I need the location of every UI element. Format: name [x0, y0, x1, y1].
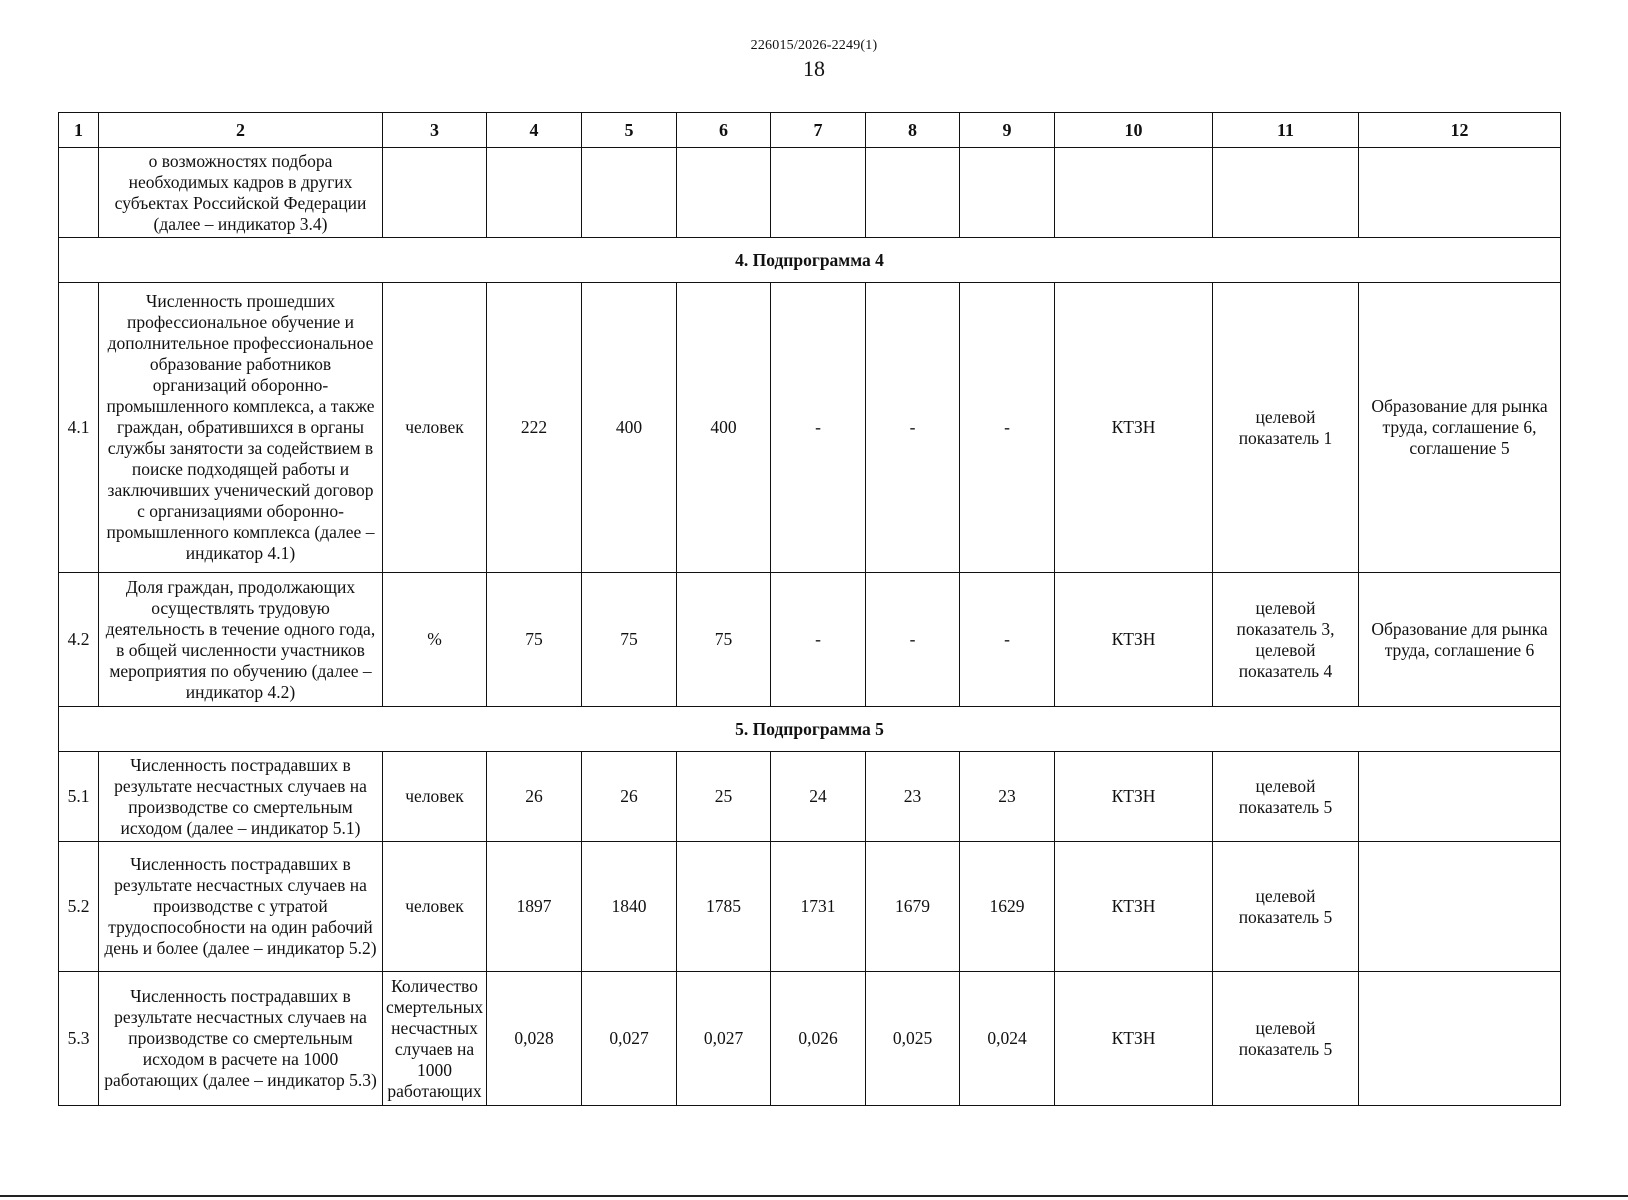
- value-cell: [771, 148, 866, 238]
- table-row: [59, 752, 1561, 842]
- value-cell: 400: [677, 283, 771, 573]
- value-cell: 23: [960, 752, 1055, 842]
- table-row: [59, 842, 1561, 972]
- project-cell: [1359, 752, 1561, 842]
- unit-cell: человек: [383, 842, 487, 972]
- value-cell: 1785: [677, 842, 771, 972]
- table-row: [59, 148, 1561, 238]
- target-indicator-cell: целевой показатель 5: [1213, 842, 1359, 972]
- indicator-name: Численность пострадавших в результате несчастных случаев на производстве со смертельным исходом в расчете на 1000 работающих (далее – индикатор 5.3): [99, 972, 383, 1106]
- value-cell: 1731: [771, 842, 866, 972]
- target-indicator-cell: целевой показатель 3, целевой показатель 4: [1213, 573, 1359, 707]
- value-cell: 1897: [487, 842, 582, 972]
- responsible-cell: КТЗН: [1055, 842, 1213, 972]
- value-cell: 400: [582, 283, 677, 573]
- value-cell: 222: [487, 283, 582, 573]
- value-cell: 0,025: [866, 972, 960, 1106]
- target-indicator-cell: целевой показатель 5: [1213, 752, 1359, 842]
- unit-cell: %: [383, 573, 487, 707]
- value-cell: -: [866, 283, 960, 573]
- responsible-cell: [1055, 148, 1213, 238]
- header-row: [59, 113, 1561, 148]
- row-number: [59, 148, 99, 238]
- table-row: [59, 573, 1561, 707]
- value-cell: 23: [866, 752, 960, 842]
- value-cell: 0,027: [582, 972, 677, 1106]
- indicator-name: Доля граждан, продолжающих осуществлять трудовую деятельность в течение одного года, в общей численности участников мероприятия по обучению (далее – индикатор 4.2): [99, 573, 383, 707]
- indicator-name: Численность пострадавших в результате несчастных случаев на производстве со смертельным исходом (далее – индикатор 5.1): [99, 752, 383, 842]
- section-row: [59, 707, 1561, 752]
- value-cell: [677, 148, 771, 238]
- responsible-cell: КТЗН: [1055, 573, 1213, 707]
- value-cell: -: [771, 573, 866, 707]
- value-cell: 1679: [866, 842, 960, 972]
- project-cell: Образование для рынка труда, соглашение 6: [1359, 573, 1561, 707]
- column-header: 11: [1213, 113, 1359, 148]
- value-cell: -: [960, 283, 1055, 573]
- value-cell: 26: [487, 752, 582, 842]
- target-indicator-cell: целевой показатель 5: [1213, 972, 1359, 1106]
- unit-cell: человек: [383, 283, 487, 573]
- indicators-table-wrapper: [58, 112, 1560, 1106]
- indicator-name: Численность пострадавших в результате несчастных случаев на производстве с утратой трудоспособности на один рабочий день и более (далее – индикатор 5.2): [99, 842, 383, 972]
- value-cell: 0,027: [677, 972, 771, 1106]
- column-header: 2: [99, 113, 383, 148]
- responsible-cell: КТЗН: [1055, 972, 1213, 1106]
- column-header: 3: [383, 113, 487, 148]
- section-row: [59, 238, 1561, 283]
- column-header: 4: [487, 113, 582, 148]
- value-cell: 0,028: [487, 972, 582, 1106]
- value-cell: 75: [487, 573, 582, 707]
- value-cell: [866, 148, 960, 238]
- indicator-name: Численность прошедших профессиональное обучение и дополнительное профессиональное образование работников организаций оборонно-промышленного комплекса, а также граждан, обратившихся в органы службы занятости за содействием в поиске подходящей работы и заключивших ученический договор с организациями оборонно-промышленного комплекса (далее – индикатор 4.1): [99, 283, 383, 573]
- value-cell: 24: [771, 752, 866, 842]
- target-indicator-cell: целевой показатель 1: [1213, 283, 1359, 573]
- section-title: 5. Подпрограмма 5: [59, 707, 1561, 752]
- target-indicator-cell: [1213, 148, 1359, 238]
- page-bottom-rule: [0, 1195, 1628, 1197]
- row-number: 5.3: [59, 972, 99, 1106]
- responsible-cell: КТЗН: [1055, 283, 1213, 573]
- project-cell: [1359, 842, 1561, 972]
- project-cell: [1359, 972, 1561, 1106]
- row-number: 5.1: [59, 752, 99, 842]
- row-number: 4.2: [59, 573, 99, 707]
- row-number: 5.2: [59, 842, 99, 972]
- indicators-table: [58, 112, 1561, 1106]
- responsible-cell: КТЗН: [1055, 752, 1213, 842]
- value-cell: 75: [582, 573, 677, 707]
- value-cell: -: [960, 573, 1055, 707]
- value-cell: [960, 148, 1055, 238]
- value-cell: 26: [582, 752, 677, 842]
- value-cell: [487, 148, 582, 238]
- project-cell: [1359, 148, 1561, 238]
- column-header: 12: [1359, 113, 1561, 148]
- column-header: 6: [677, 113, 771, 148]
- value-cell: 75: [677, 573, 771, 707]
- row-number: 4.1: [59, 283, 99, 573]
- column-header: 10: [1055, 113, 1213, 148]
- project-cell: Образование для рынка труда, соглашение 6, соглашение 5: [1359, 283, 1561, 573]
- value-cell: 0,026: [771, 972, 866, 1106]
- value-cell: 1629: [960, 842, 1055, 972]
- unit-cell: [383, 148, 487, 238]
- column-header: 8: [866, 113, 960, 148]
- column-header: 9: [960, 113, 1055, 148]
- unit-cell: человек: [383, 752, 487, 842]
- value-cell: [582, 148, 677, 238]
- value-cell: -: [771, 283, 866, 573]
- value-cell: 0,024: [960, 972, 1055, 1106]
- value-cell: 1840: [582, 842, 677, 972]
- value-cell: 25: [677, 752, 771, 842]
- section-title: 4. Подпрограмма 4: [59, 238, 1561, 283]
- unit-cell: Количество смертельных несчастных случаев на 1000 работающих: [383, 972, 487, 1106]
- indicator-name: о возможностях подбора необходимых кадров в других субъектах Российской Федерации (далее – индикатор 3.4): [99, 148, 383, 238]
- column-header: 7: [771, 113, 866, 148]
- column-header: 5: [582, 113, 677, 148]
- page-number: 18: [803, 56, 825, 81]
- value-cell: -: [866, 573, 960, 707]
- table-row: [59, 972, 1561, 1106]
- table-row: [59, 283, 1561, 573]
- column-header: 1: [59, 113, 99, 148]
- document-code: 226015/2026-2249(1): [750, 38, 878, 53]
